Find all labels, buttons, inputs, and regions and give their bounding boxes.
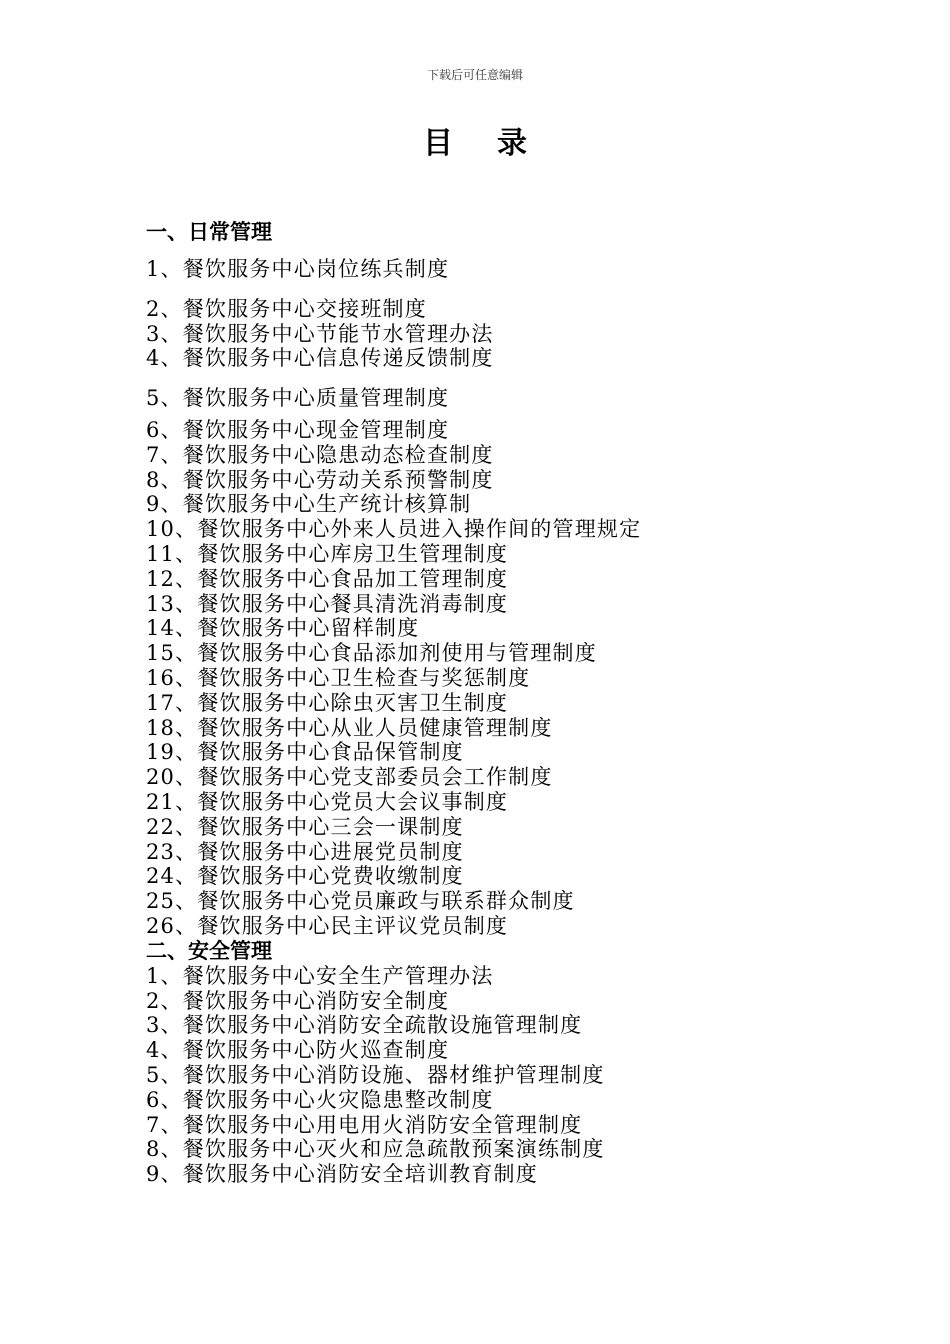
- list-item: 7、餐饮服务中心隐患动态检查制度: [146, 442, 494, 467]
- list-item: 5、餐饮服务中心质量管理制度: [146, 386, 450, 411]
- list-item: 3、餐饮服务中心节能节水管理办法: [146, 321, 494, 346]
- list-item: 4、餐饮服务中心信息传递反馈制度: [146, 346, 494, 371]
- list-item: 22、餐饮服务中心三会一课制度: [146, 814, 464, 839]
- header-note: 下载后可任意编辑: [426, 68, 523, 82]
- list-item: 12、餐饮服务中心食品加工管理制度: [146, 566, 509, 591]
- list-item: 15、餐饮服务中心食品添加剂使用与管理制度: [146, 641, 597, 666]
- list-item: 19、餐饮服务中心食品保管制度: [146, 740, 464, 765]
- list-item: 13、餐饮服务中心餐具清洗消毒制度: [146, 591, 509, 616]
- title-char-2: 录: [497, 126, 527, 161]
- section-heading-safety: 二、安全管理: [146, 938, 272, 963]
- list-item: 14、餐饮服务中心留样制度: [146, 616, 420, 641]
- list-item: 23、餐饮服务中心进展党员制度: [146, 839, 464, 864]
- list-item: 21、餐饮服务中心党员大会议事制度: [146, 789, 509, 814]
- list-item: 10、餐饮服务中心外来人员进入操作间的管理规定: [146, 517, 642, 542]
- list-item: 1、餐饮服务中心安全生产管理办法: [146, 963, 494, 988]
- list-item: 1、餐饮服务中心岗位练兵制度: [146, 257, 450, 281]
- section-heading-daily: 一、日常管理: [146, 220, 272, 244]
- list-item: 9、餐饮服务中心生产统计核算制: [146, 492, 472, 517]
- list-item: 20、餐饮服务中心党支部委员会工作制度: [146, 765, 553, 790]
- list-item: 26、餐饮服务中心民主评议党员制度: [146, 913, 509, 938]
- list-item: 3、餐饮服务中心消防安全疏散设施管理制度: [146, 1013, 583, 1038]
- title-char-1: 目: [423, 126, 453, 161]
- list-item: 17、餐饮服务中心除虫灭害卫生制度: [146, 690, 509, 715]
- list-item: 8、餐饮服务中心劳动关系预警制度: [146, 467, 494, 492]
- list-item: 7、餐饮服务中心用电用火消防安全管理制度: [146, 1112, 583, 1137]
- list-item: 6、餐饮服务中心现金管理制度: [146, 417, 450, 442]
- table-of-contents: [146, 220, 866, 1187]
- page-title: [0, 118, 950, 162]
- list-item: 4、餐饮服务中心防火巡查制度: [146, 1038, 450, 1063]
- list-item: 8、餐饮服务中心灭火和应急疏散预案演练制度: [146, 1137, 605, 1162]
- list-item: 2、餐饮服务中心交接班制度: [146, 296, 427, 321]
- list-item: 5、餐饮服务中心消防设施、器材维护管理制度: [146, 1062, 605, 1087]
- list-item: 11、餐饮服务中心库房卫生管理制度: [146, 541, 509, 566]
- list-item: 24、餐饮服务中心党费收缴制度: [146, 864, 464, 889]
- list-item: 9、餐饮服务中心消防安全培训教育制度: [146, 1162, 538, 1187]
- list-item: 6、餐饮服务中心火灾隐患整改制度: [146, 1087, 494, 1112]
- list-item: 25、餐饮服务中心党员廉政与联系群众制度: [146, 889, 575, 914]
- list-item: 18、餐饮服务中心从业人员健康管理制度: [146, 715, 553, 740]
- list-item: 2、餐饮服务中心消防安全制度: [146, 988, 450, 1013]
- list-item: 16、餐饮服务中心卫生检查与奖惩制度: [146, 665, 531, 690]
